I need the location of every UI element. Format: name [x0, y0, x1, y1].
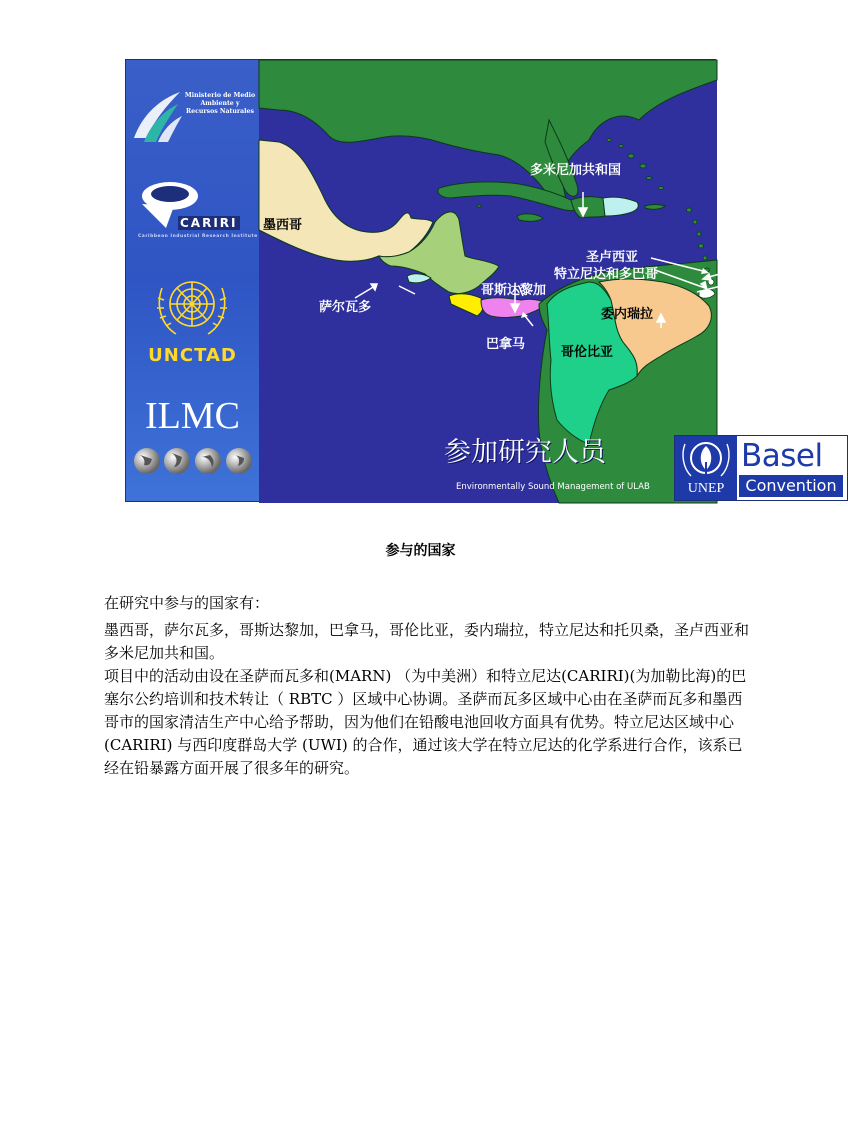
- ilmc-label: ILMC: [145, 395, 240, 437]
- unctad-label: UNCTAD: [148, 345, 237, 366]
- label-costa-rica: 哥斯达黎加: [481, 283, 547, 298]
- basel-label: Basel: [741, 438, 823, 474]
- label-saint-lucia: 圣卢西亚: [586, 250, 639, 265]
- paragraph-intro: 在研究中参与的国家有：: [104, 594, 270, 612]
- cariri-logo-text: CARIRI: [180, 216, 238, 230]
- label-venezuela: 委内瑞拉: [601, 307, 654, 322]
- caribbean-map: [259, 60, 837, 501]
- logo-sidebar: [126, 60, 259, 501]
- ministry-leaf-icon: [128, 86, 184, 146]
- globe-icons: [132, 445, 256, 477]
- unep-emblem-icon: [675, 438, 737, 482]
- globe-icon: [195, 448, 221, 474]
- paragraph-body: 项目中的活动由设在圣萨而瓦多和(MARN) （为中美洲）和特立尼达(CARIRI)(为加勒比海)的巴塞尔公约培训和技术转让（ RBTC ）区域中心协调。圣萨而瓦多区域中心由在圣萨而瓦多和墨西哥市的国家清洁生产中心给予帮助，因为他们在铅酸电池回收方面具有优势。特立尼达区域中心 (CARIRI) 与西印度群岛大学 (UWI) 的合作，通过该大学在特立尼达的化学系进行合作，该系已经在铅暴露方面开展了很多年的研究。: [104, 667, 747, 777]
- convention-label: Convention: [739, 475, 843, 497]
- unep-block: [675, 436, 737, 500]
- banner-title: 参加研究人员: [444, 437, 606, 468]
- ministry-text: Ministerio de Medio Ambiente y Recursos Naturales: [184, 92, 256, 115]
- label-dominican-republic: 多米尼加共和国: [530, 163, 622, 178]
- globe-icon: [134, 448, 160, 474]
- label-trinidad-tobago: 特立尼达和多巴哥: [554, 267, 659, 282]
- label-mexico: 墨西哥: [263, 218, 303, 233]
- figure-caption: 参与的国家: [385, 543, 456, 559]
- label-el-salvador: 萨尔瓦多: [319, 300, 372, 315]
- globe-icon: [164, 448, 190, 474]
- un-emblem-icon: [150, 274, 234, 342]
- label-colombia: 哥伦比亚: [561, 345, 614, 360]
- unep-label: UNEP: [687, 481, 725, 496]
- banner-subtitle: Environmentally Sound Management of ULAB: [456, 482, 650, 492]
- basel-convention-logo: [674, 435, 848, 501]
- label-panama: 巴拿马: [486, 337, 526, 352]
- cariri-subtitle: Caribbean Industrial Research Institute: [138, 234, 258, 239]
- map-figure: [125, 59, 837, 502]
- globe-icon: [226, 448, 252, 474]
- paragraph-countries: 墨西哥，萨尔瓦多，哥斯达黎加，巴拿马，哥伦比亚，委内瑞拉，特立尼达和托贝桑，圣卢西亚和多米尼加共和国。: [104, 621, 750, 662]
